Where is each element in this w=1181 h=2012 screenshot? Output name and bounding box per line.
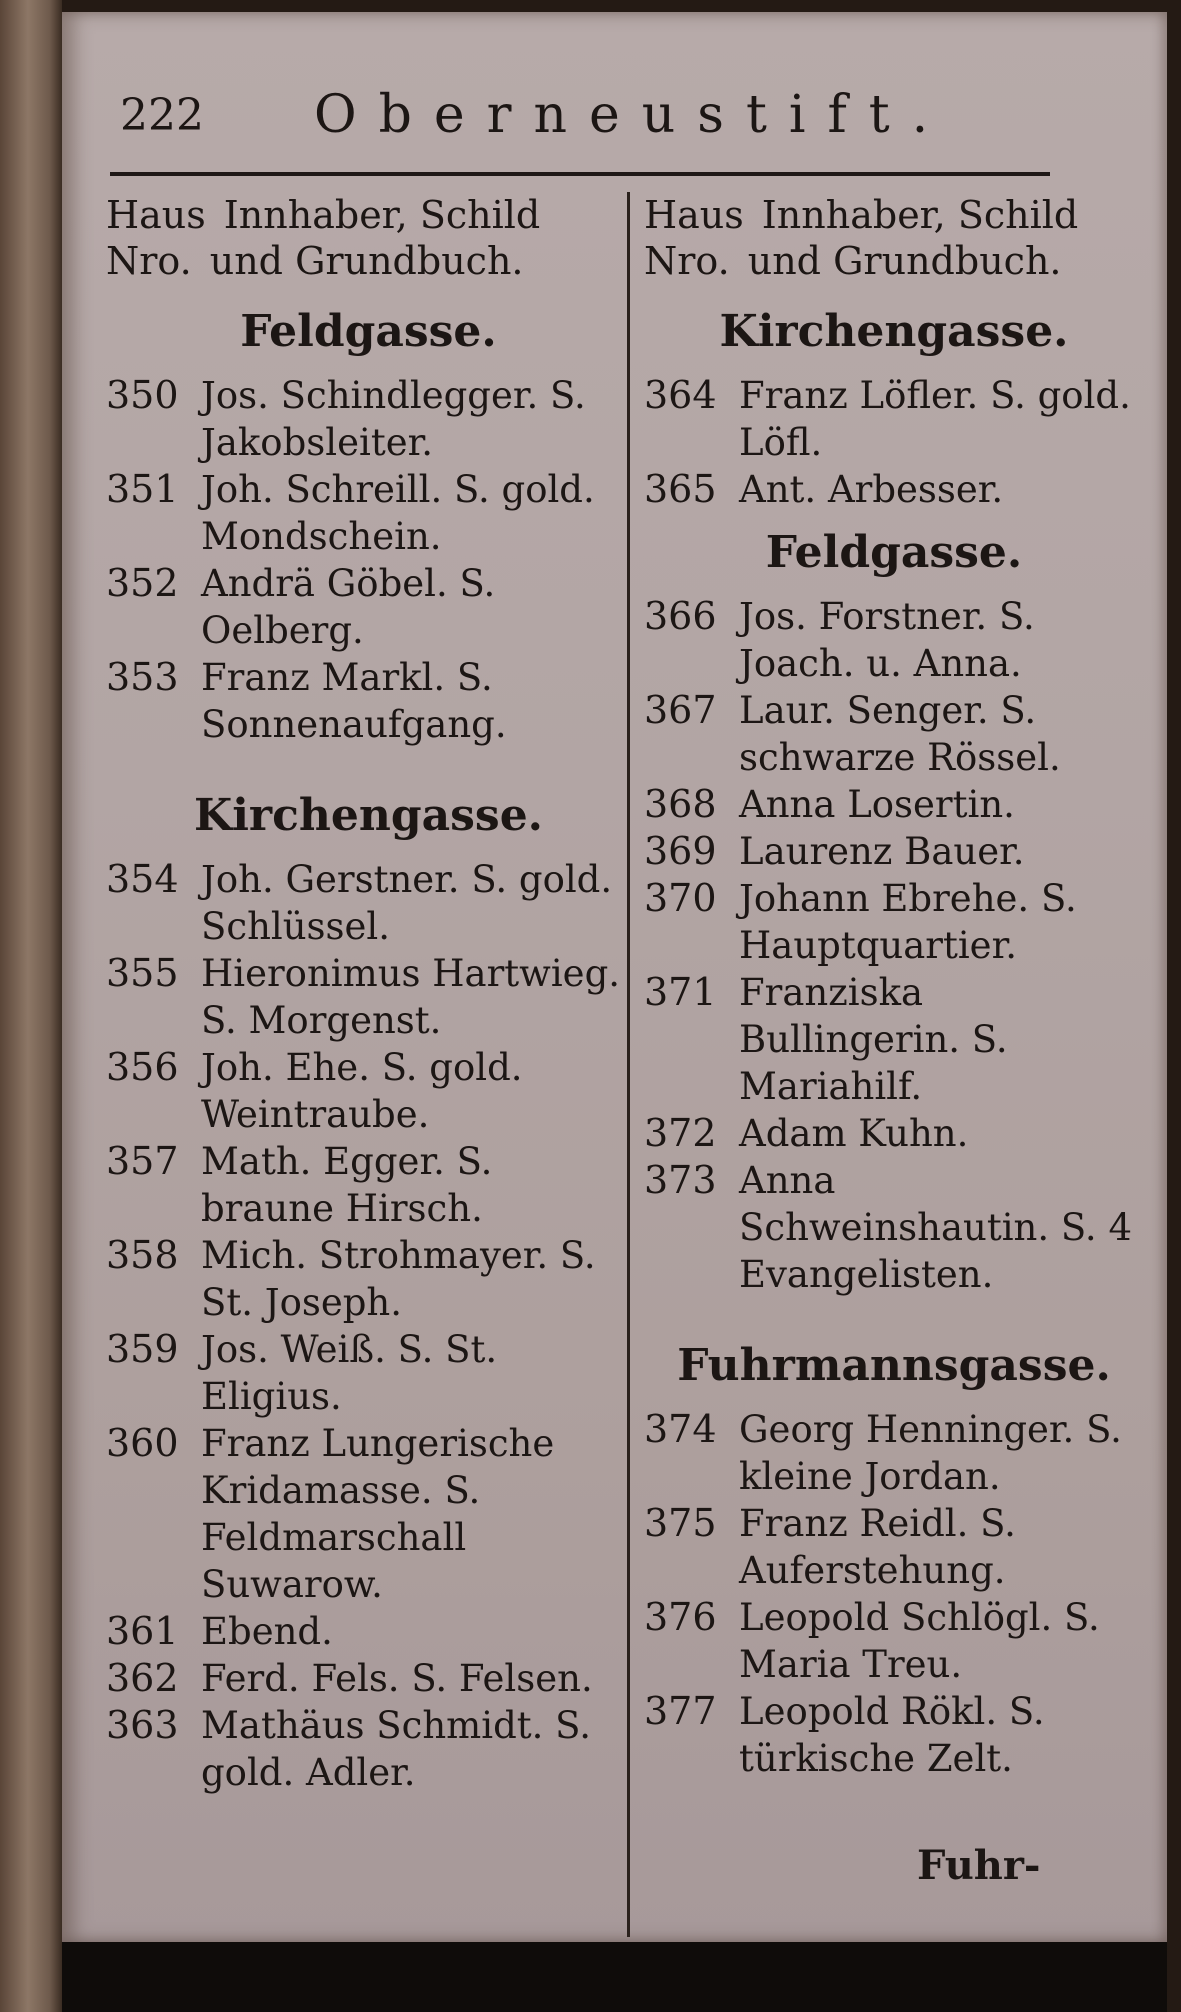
entry-text: Jos. Forstner. S. Joach. u. Anna. (739, 595, 1035, 685)
house-number: 364 (644, 373, 717, 417)
house-number: 371 (644, 970, 717, 1014)
list-item (644, 1688, 1144, 1782)
list-item (644, 875, 1144, 969)
section-title: Kirchengasse. (193, 790, 544, 841)
entry-text: Anna Schweinshautin. S. 4 Evangelisten. (739, 1159, 1132, 1296)
entry-text: Ebend. (201, 1610, 333, 1653)
entry-text: Joh. Ehe. S. gold. Weintraube. (201, 1046, 523, 1136)
house-number: 359 (106, 1327, 179, 1371)
list-item (644, 781, 1144, 828)
page-number: 222 (120, 89, 204, 141)
list-item (644, 687, 1144, 781)
list-item (644, 828, 1144, 875)
section-title: Feldgasse. (240, 306, 497, 357)
page-bottom-edge (62, 1942, 1167, 2012)
list-item (106, 1326, 631, 1420)
house-number: 355 (106, 951, 179, 995)
book-spine (0, 0, 62, 2012)
header-nro: Nro. (644, 239, 730, 283)
entry-text: Leopold Schlögl. S. Maria Treu. (739, 1596, 1100, 1686)
entry-text: Jos. Schindlegger. S. Jakobsleiter. (201, 374, 586, 464)
entry-text: Laur. Senger. S. schwarze Rössel. (739, 689, 1061, 779)
house-number: 367 (644, 688, 717, 732)
book-page (62, 12, 1167, 1942)
house-number: 368 (644, 782, 717, 826)
entry-text: Leopold Rökl. S. türkische Zelt. (739, 1690, 1045, 1780)
section-title: Fuhrmannsgasse. (677, 1340, 1111, 1391)
entry-text: Franz Lungerische Kridamasse. S. Feldmarschall Suwarow. (201, 1422, 555, 1606)
house-number: 358 (106, 1233, 179, 1277)
list-item (644, 466, 1144, 513)
house-number: 370 (644, 876, 717, 920)
house-number: 354 (106, 857, 179, 901)
header-haus: Haus (106, 193, 206, 237)
list-item (106, 1420, 631, 1608)
house-number: 374 (644, 1407, 717, 1451)
entry-text: Mich. Strohmayer. S. St. Joseph. (201, 1234, 596, 1324)
house-number: 369 (644, 829, 717, 873)
list-item (106, 1044, 631, 1138)
left-column (106, 192, 631, 1796)
entry-text: Hieronimus Hartwieg. S. Morgenst. (201, 952, 621, 1042)
entry-text: Anna Losertin. (739, 783, 1015, 826)
list-item (106, 950, 631, 1044)
running-title: Oberneustift. (313, 85, 951, 145)
house-number: 350 (106, 373, 179, 417)
header-grundbuch: und Grundbuch. (747, 239, 1062, 283)
entry-text: Mathäus Schmidt. S. gold. Adler. (201, 1704, 591, 1794)
house-number: 365 (644, 467, 717, 511)
list-item (644, 1406, 1144, 1500)
entry-text: Franz Löfler. S. gold. Löfl. (739, 374, 1131, 464)
house-number: 373 (644, 1158, 717, 1202)
house-number: 352 (106, 561, 179, 605)
list-item (106, 1702, 631, 1796)
entry-text: Franziska Bullingerin. S. Mariahilf. (739, 971, 1008, 1108)
list-item (106, 1138, 631, 1232)
list-item (106, 1655, 631, 1702)
entry-text: Andrä Göbel. S. Oelberg. (201, 562, 496, 652)
right-column (644, 192, 1144, 1782)
list-item (644, 1157, 1144, 1298)
entry-text: Joh. Gerstner. S. gold. Schlüssel. (201, 858, 613, 948)
entry-text: Math. Egger. S. braune Hirsch. (201, 1140, 493, 1230)
entry-text: Jos. Weiß. S. St. Eligius. (201, 1328, 498, 1418)
house-number: 351 (106, 467, 179, 511)
house-number: 375 (644, 1501, 717, 1545)
entry-text: Joh. Schreill. S. gold. Mondschein. (201, 468, 595, 558)
list-item (644, 1500, 1144, 1594)
entry-text: Johann Ebrehe. S. Hauptquartier. (739, 877, 1077, 967)
header-rule (110, 172, 1050, 176)
list-item (644, 593, 1144, 687)
header-nro: Nro. (106, 239, 192, 283)
house-number: 361 (106, 1609, 179, 1653)
catchword: Fuhr- (917, 1842, 1041, 1889)
entry-text: Ant. Arbesser. (739, 468, 1004, 511)
entry-text: Franz Markl. S. Sonnenaufgang. (201, 656, 507, 746)
house-number: 360 (106, 1421, 179, 1465)
house-number: 366 (644, 594, 717, 638)
house-number: 363 (106, 1703, 179, 1747)
house-number: 353 (106, 655, 179, 699)
entry-text: Ferd. Fels. S. Felsen. (201, 1657, 593, 1700)
section-title: Feldgasse. (765, 527, 1023, 578)
list-item (644, 1594, 1144, 1688)
header-innhaber: Innhaber, Schild (761, 193, 1079, 237)
left-column-header (106, 192, 631, 292)
entry-text: Georg Henninger. S. kleine Jordan. (739, 1408, 1122, 1498)
list-item (106, 1232, 631, 1326)
house-number: 362 (106, 1656, 179, 1700)
house-number: 376 (644, 1595, 717, 1639)
entry-text: Franz Reidl. S. Auferstehung. (739, 1502, 1016, 1592)
entry-text: Laurenz Bauer. (739, 830, 1025, 873)
list-item (644, 1110, 1144, 1157)
header-innhaber: Innhaber, Schild (223, 193, 541, 237)
list-item (106, 856, 631, 950)
right-column-header (644, 192, 1144, 292)
list-item (106, 466, 631, 560)
section-title: Kirchengasse. (719, 306, 1069, 357)
running-head (120, 80, 1060, 150)
entry-text: Adam Kuhn. (739, 1112, 969, 1155)
list-item (106, 1608, 631, 1655)
list-item (106, 654, 631, 748)
list-item (644, 372, 1144, 466)
list-item (106, 560, 631, 654)
list-item (644, 969, 1144, 1110)
house-number: 357 (106, 1139, 179, 1183)
house-number: 377 (644, 1689, 717, 1733)
list-item (106, 372, 631, 466)
house-number: 372 (644, 1111, 717, 1155)
header-haus: Haus (644, 193, 744, 237)
header-grundbuch: und Grundbuch. (209, 239, 524, 283)
house-number: 356 (106, 1045, 179, 1089)
